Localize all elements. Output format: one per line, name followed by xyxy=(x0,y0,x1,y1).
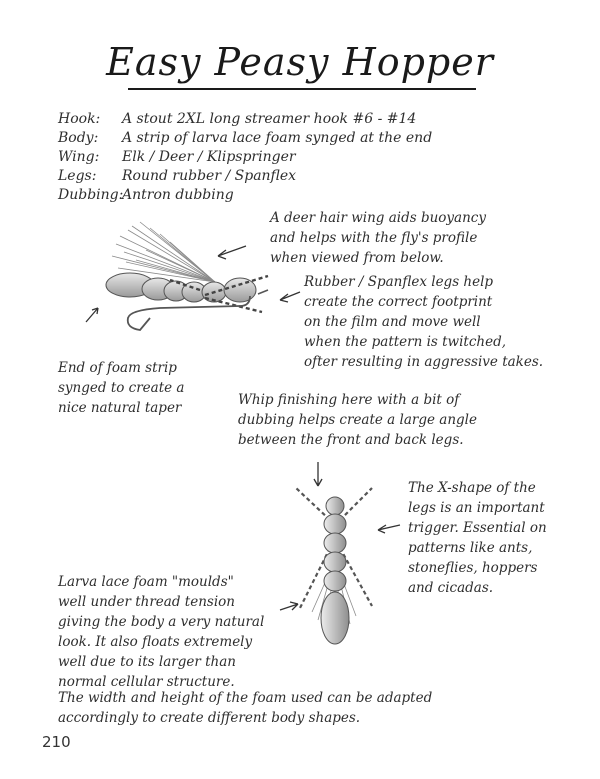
recipe-label: Legs: xyxy=(58,168,97,184)
recipe-label: Hook: xyxy=(58,111,101,127)
recipe-value: Round rubber / Spanflex xyxy=(122,168,297,184)
head-segment xyxy=(224,278,256,302)
page-number: 210 xyxy=(42,733,71,751)
body-segment xyxy=(324,552,346,572)
note-width: The width and height of the foam used can be adapted accordingly to create different body shapes. xyxy=(58,690,433,726)
page-title: Easy Peasy Hopper xyxy=(106,40,494,84)
arrow-wing xyxy=(218,246,246,259)
recipe-value: A stout 2XL long streamer hook #6 - #14 xyxy=(122,111,417,127)
arrow-legs xyxy=(280,292,300,302)
arrow-larva xyxy=(280,602,298,610)
body-segment xyxy=(324,571,346,591)
arrow-whip xyxy=(314,462,322,486)
recipe-value: A strip of larva lace foam synged at the end xyxy=(122,130,433,146)
body-segment xyxy=(324,514,346,534)
recipe-value: Antron dubbing xyxy=(122,187,234,203)
note-larva: Larva lace foam "moulds" well under thread tension giving the body a very natural look. It also floats extremely well due to its larger than normal cellular structure. xyxy=(58,574,265,690)
hook-eye xyxy=(258,290,268,294)
arrow-x-shape xyxy=(378,525,400,533)
note-legs: Rubber / Spanflex legs help create the correct footprint on the film and move well when the pattern is twitched, ofter resulting in aggressive takes. xyxy=(304,274,544,370)
recipe-label: Wing: xyxy=(58,149,100,165)
foam-tail xyxy=(321,592,349,644)
hopper-top-view xyxy=(296,488,372,644)
recipe-value: Elk / Deer / Klipspringer xyxy=(122,149,296,165)
recipe-label: Body: xyxy=(58,130,99,146)
body-segment xyxy=(324,533,346,553)
note-wing: A deer hair wing aids buoyancy and helps with the fly's profile when viewed from below. xyxy=(270,210,486,266)
note-whip: Whip finishing here with a bit of dubbing helps create a large angle between the front and back legs. xyxy=(238,392,477,448)
recipe-label: Dubbing: xyxy=(58,187,124,203)
note-foam-end: End of foam strip synged to create a nice natural taper xyxy=(58,360,185,416)
arrow-foam-end xyxy=(86,308,98,322)
note-x-shape: The X-shape of the legs is an important trigger. Essential on patterns like ants, stoneflies, hoppers and cicadas. xyxy=(408,480,547,596)
hopper-side-view xyxy=(106,222,268,330)
head-segment xyxy=(326,497,344,515)
